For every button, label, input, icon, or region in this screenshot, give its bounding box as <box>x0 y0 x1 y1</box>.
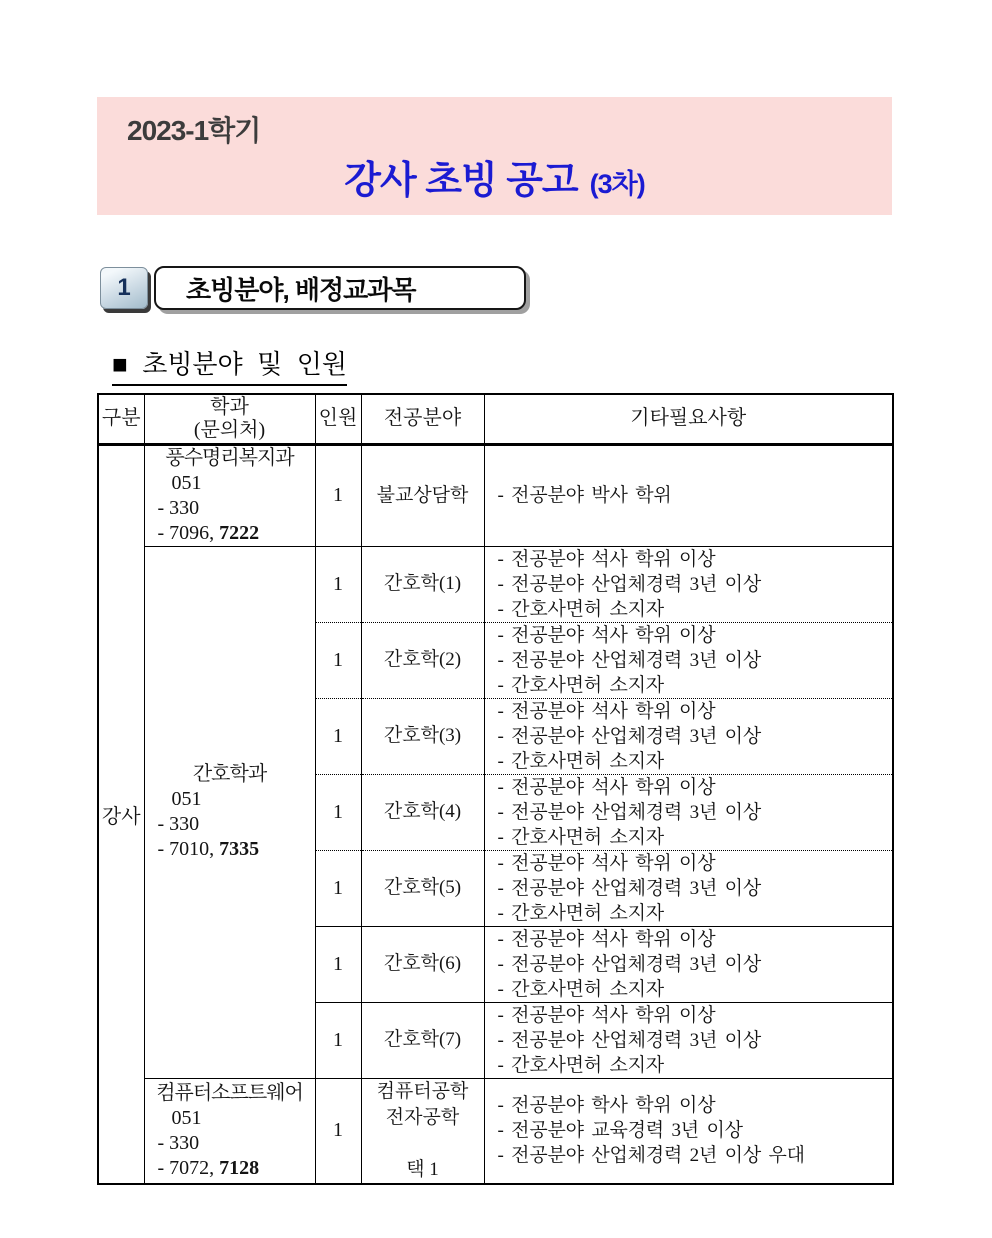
dept-cell-nursing <box>144 546 315 1078</box>
dept-phone-line <box>145 521 315 546</box>
dept-phone-line: 051 <box>171 1106 202 1129</box>
header-cell-dept <box>144 394 315 444</box>
header-cell-etc: 기타필요사항 <box>484 394 893 444</box>
major-cell: 간호학(6) <box>361 926 484 1002</box>
requirement-line: - 전공분야 석사 학위 이상 <box>497 776 716 798</box>
major-cell <box>361 1078 484 1184</box>
requirement-line: - 전공분야 석사 학위 이상 <box>497 624 716 646</box>
requirement-line: - 전공분야 석사 학위 이상 <box>497 548 716 570</box>
dept-phone-line <box>145 837 315 862</box>
major-choose-note: 택 1 <box>406 1158 439 1180</box>
requirement-line: - 전공분야 석사 학위 이상 <box>497 852 716 874</box>
count-cell: 1 <box>315 698 361 774</box>
gubun-cell: 강사 <box>98 444 144 1184</box>
major-line: 전자공학 <box>385 1106 460 1128</box>
requirement-line: - 전공분야 석사 학위 이상 <box>497 1004 716 1026</box>
count-cell: 1 <box>315 444 361 546</box>
dept-phone-line: - 330 <box>157 813 200 835</box>
requirements-cell <box>484 622 893 698</box>
requirement-line: - 간호사면허 소지자 <box>497 750 664 772</box>
requirement-line: - 전공분야 산업체경력 3년 이상 <box>497 801 761 823</box>
phone-bold: 7222 <box>219 521 260 544</box>
major-line: 컴퓨터공학 <box>376 1080 469 1102</box>
subheading-recruit-fields: ■ 초빙분야 및 인원 <box>112 344 347 386</box>
requirement-line: - 전공분야 산업체경력 3년 이상 <box>497 953 761 975</box>
dept-cell-computer <box>144 1078 315 1184</box>
page-title-round-suffix: (3차) <box>589 169 645 199</box>
requirement-line: - 전공분야 석사 학위 이상 <box>497 928 716 950</box>
major-cell: 간호학(3) <box>361 698 484 774</box>
requirement-line: - 간호사면허 소지자 <box>497 598 664 620</box>
requirement-line: - 전공분야 학사 학위 이상 <box>497 1095 716 1116</box>
dept-name: 간호학과 <box>192 763 267 785</box>
dept-phone-line: 051 <box>171 788 202 810</box>
requirement-line: - 전공분야 산업체경력 3년 이상 <box>497 725 761 747</box>
count-cell: 1 <box>315 774 361 850</box>
major-cell: 간호학(5) <box>361 850 484 926</box>
section-number-badge: 1 <box>100 267 148 309</box>
requirement-line: - 간호사면허 소지자 <box>497 826 664 848</box>
requirement-line: - 전공분야 산업체경력 3년 이상 <box>497 649 761 671</box>
requirement-line: - 전공분야 산업체경력 3년 이상 <box>497 1029 761 1051</box>
dept-phone-line: - 330 <box>157 496 200 519</box>
phone-prefix: - 7072, <box>157 1156 220 1179</box>
table-row-buddhist <box>98 444 893 546</box>
requirement-line: - 전공분야 산업체경력 3년 이상 <box>497 573 761 595</box>
dept-name: 풍수명리복지과 <box>165 446 294 469</box>
title-banner <box>97 97 892 215</box>
major-cell: 불교상담학 <box>361 444 484 546</box>
header-cell-major: 전공분야 <box>361 394 484 444</box>
count-cell: 1 <box>315 1002 361 1078</box>
header-cell-gubun: 구분 <box>98 394 144 444</box>
dept-phone-line <box>145 1156 315 1181</box>
header-dept-line1: 학과 <box>210 395 249 418</box>
major-cell: 간호학(7) <box>361 1002 484 1078</box>
phone-bold: 7335 <box>219 838 260 860</box>
requirements-cell <box>484 926 893 1002</box>
requirement-line: - 전공분야 산업체경력 3년 이상 <box>497 877 761 899</box>
requirements-cell <box>484 698 893 774</box>
major-cell: 간호학(4) <box>361 774 484 850</box>
requirement-line: - 간호사면허 소지자 <box>497 978 664 1000</box>
requirement-line: - 전공분야 교육경력 3년 이상 <box>497 1120 743 1141</box>
dept-phone-line: 051 <box>171 471 202 494</box>
major-cell: 간호학(2) <box>361 622 484 698</box>
table-header-row <box>98 394 893 444</box>
recruitment-table <box>97 393 894 1185</box>
header-cell-count: 인원 <box>315 394 361 444</box>
requirements-cell <box>484 1078 893 1184</box>
header-dept-line2: (문의처) <box>193 418 266 441</box>
dept-name: 컴퓨터소프트웨어 <box>156 1081 303 1104</box>
major-cell: 간호학(1) <box>361 546 484 622</box>
requirements-cell <box>484 444 893 546</box>
dept-phone-line: - 330 <box>157 1131 200 1154</box>
requirement-line: - 전공분야 박사 학위 <box>497 485 672 506</box>
count-cell: 1 <box>315 850 361 926</box>
table-row-nursing-1 <box>98 546 893 622</box>
count-cell: 1 <box>315 926 361 1002</box>
requirements-cell <box>484 850 893 926</box>
requirement-line: - 간호사면허 소지자 <box>497 674 664 696</box>
page-title-line <box>97 149 892 204</box>
phone-prefix: - 7010, <box>157 838 220 860</box>
section-title: 초빙분야, 배정교과목 <box>154 266 526 310</box>
phone-bold: 7128 <box>219 1156 260 1179</box>
dept-cell-buddhist <box>144 444 315 546</box>
requirement-line: - 간호사면허 소지자 <box>497 1054 664 1076</box>
requirements-cell <box>484 546 893 622</box>
table-row-computer <box>98 1078 893 1184</box>
count-cell: 1 <box>315 546 361 622</box>
phone-prefix: - 7096, <box>157 521 220 544</box>
requirements-cell <box>484 1002 893 1078</box>
semester-label: 2023-1학기 <box>127 115 261 146</box>
requirement-line: - 전공분야 석사 학위 이상 <box>497 700 716 722</box>
count-cell: 1 <box>315 622 361 698</box>
requirement-line: - 전공분야 산업체경력 2년 이상 우대 <box>497 1145 805 1166</box>
count-cell: 1 <box>315 1078 361 1184</box>
page-title: 강사 초빙 공고 <box>344 160 578 202</box>
requirement-line: - 간호사면허 소지자 <box>497 902 664 924</box>
requirements-cell <box>484 774 893 850</box>
